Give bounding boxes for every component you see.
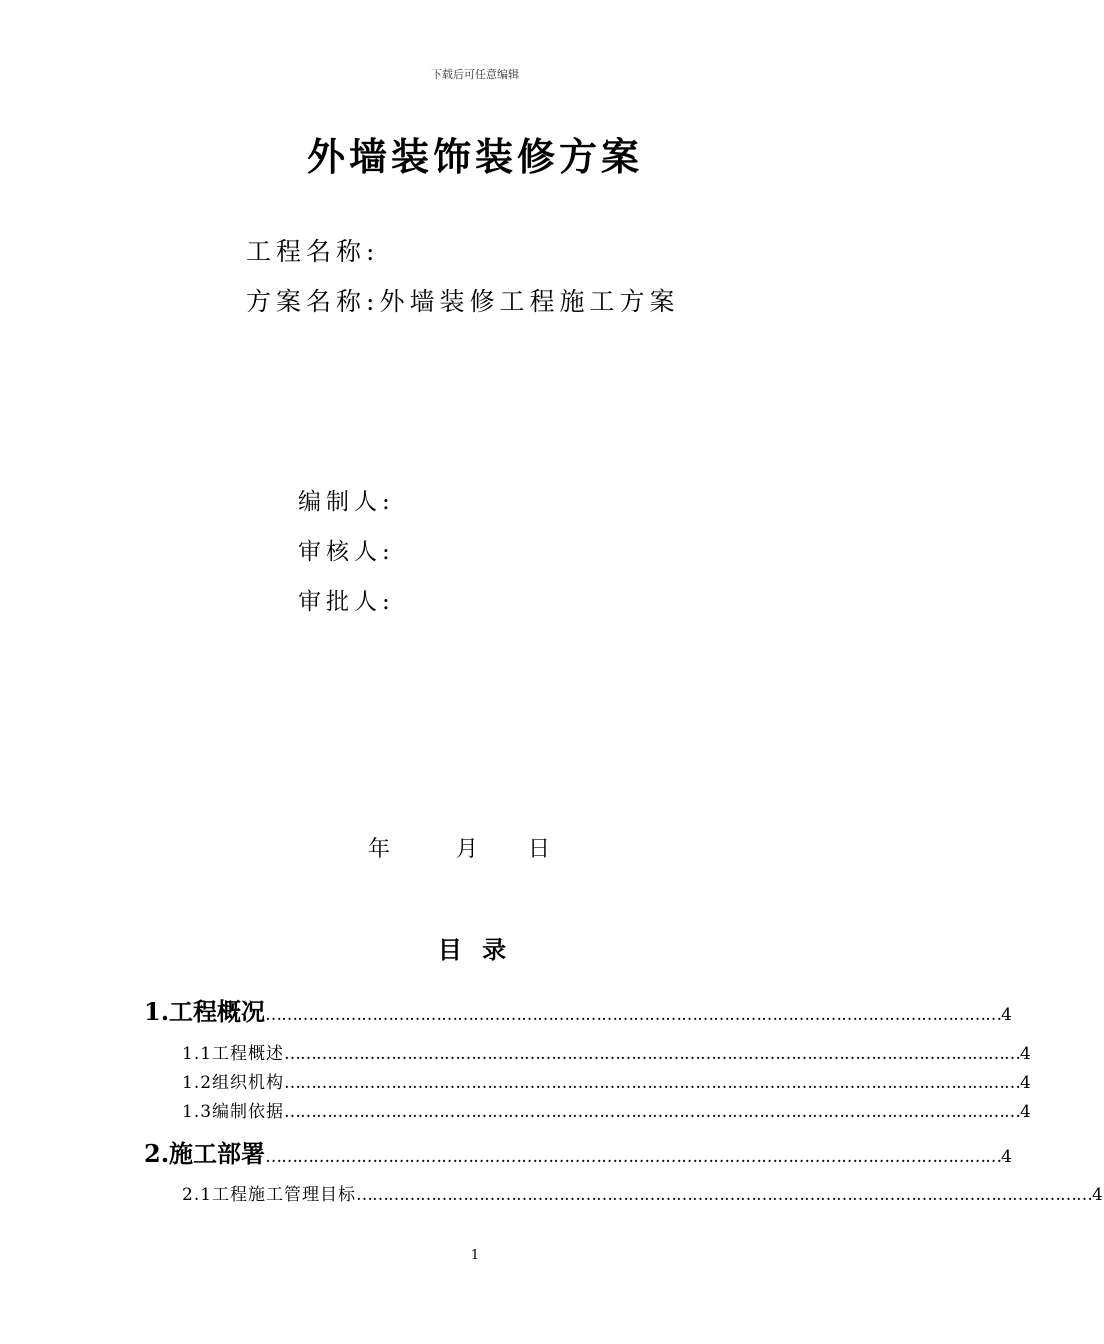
toc-entry[interactable]	[182, 1068, 1032, 1093]
toc-entry-page: 4	[1020, 1073, 1032, 1093]
plan-name-field	[246, 282, 679, 318]
toc-title: 目 录	[437, 935, 513, 964]
toc-entry-page: 4	[1020, 1044, 1032, 1064]
date-day: 日	[528, 837, 551, 862]
date-year: 年	[368, 837, 391, 862]
toc-entry-page: 4	[1020, 1102, 1032, 1122]
toc-entry-label: 2.1工程施工管理目标	[182, 1185, 357, 1205]
toc-entry[interactable]	[182, 1180, 1104, 1205]
toc-entry-page: 4	[1001, 1005, 1012, 1025]
toc-entry-label: 1.工程概况	[144, 997, 266, 1026]
toc-entry-label: 1.3编制依据	[182, 1102, 285, 1122]
toc-leader-dots: …………………………………………………………………………………………………………………………	[284, 1073, 1021, 1093]
plan-name-label: 方案名称:	[246, 287, 380, 316]
toc-entry-label: 1.2组织机构	[182, 1073, 285, 1093]
toc-entry-page: 4	[1092, 1185, 1104, 1205]
plan-name-value: 外墙装修工程施工方案	[379, 287, 680, 316]
date-month: 月	[456, 837, 479, 862]
page-number: 1	[470, 1248, 480, 1263]
reviewer-label: 审核人:	[298, 539, 395, 565]
header-note: 下载后可任意编辑	[431, 68, 519, 81]
toc-leader-dots: …………………………………………………………………………………………………………………………	[265, 1005, 1002, 1025]
toc-entry[interactable]	[144, 1134, 1012, 1169]
toc-entry[interactable]	[182, 1097, 1032, 1122]
toc-entry[interactable]	[182, 1039, 1032, 1064]
toc-entry-label: 1.1工程概述	[182, 1044, 285, 1064]
toc-entry-page: 4	[1001, 1147, 1012, 1167]
approver-label: 审批人:	[298, 589, 395, 615]
project-name-label: 工程名称:	[246, 237, 380, 266]
toc-leader-dots: …………………………………………………………………………………………………………………………	[356, 1185, 1093, 1205]
compiler-label: 编制人:	[298, 489, 395, 515]
date-line	[368, 832, 550, 863]
toc-entry[interactable]	[144, 992, 1012, 1027]
toc-leader-dots: …………………………………………………………………………………………………………………………	[284, 1044, 1021, 1064]
toc-entry-label: 2.施工部署	[144, 1139, 266, 1168]
toc-leader-dots: …………………………………………………………………………………………………………………………	[265, 1147, 1002, 1167]
project-name-field	[246, 232, 379, 268]
document-title: 外墙装饰装修方案	[306, 134, 643, 179]
toc-leader-dots: …………………………………………………………………………………………………………………………	[284, 1102, 1021, 1122]
